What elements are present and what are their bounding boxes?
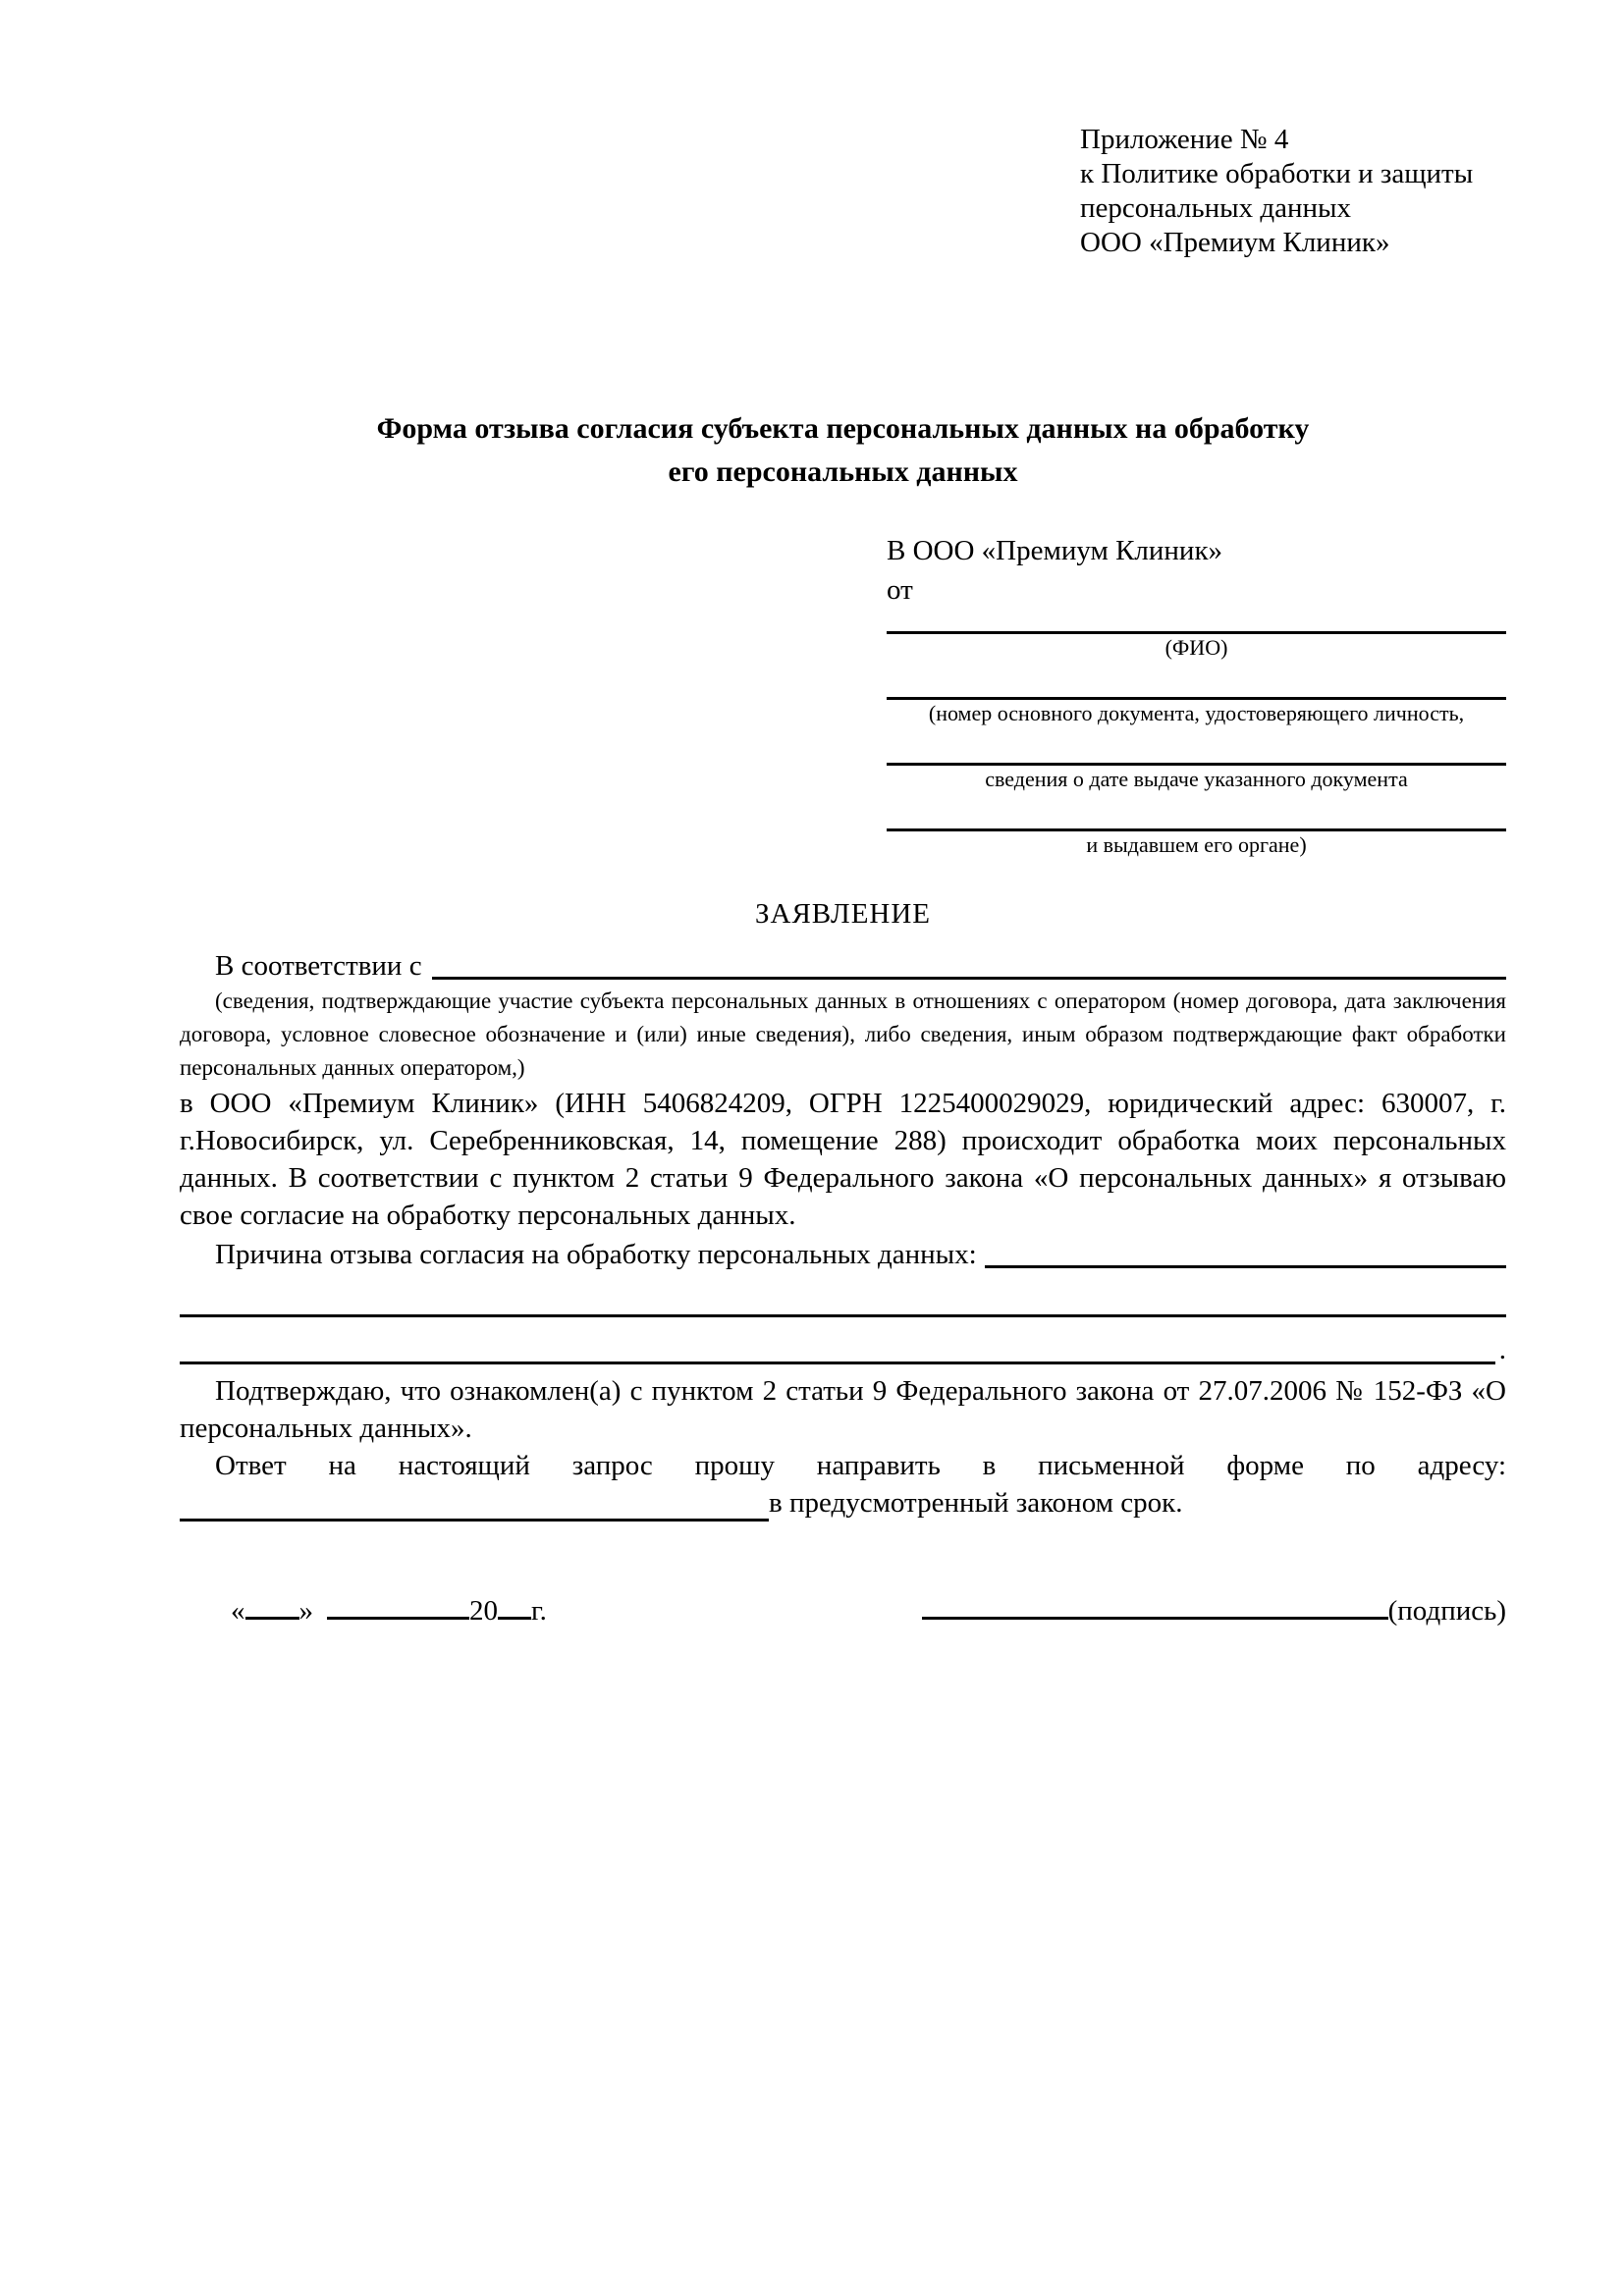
signature-field-line[interactable] — [922, 1593, 1388, 1620]
date-day-field-line[interactable] — [245, 1593, 299, 1620]
confirmation-paragraph: Подтверждаю, что ознакомлен(а) с пунктом 2 статьи 9 Федерального закона от 27.07.2006 № 152-ФЗ «О персональных данных». — [180, 1375, 1506, 1444]
date-year-prefix: 20 — [469, 1595, 498, 1627]
reply-address-field-line[interactable] — [180, 1489, 769, 1522]
basis-field-line[interactable] — [432, 976, 1506, 980]
document-number-field-line[interactable] — [887, 681, 1506, 700]
date-year-field-line[interactable] — [498, 1593, 531, 1620]
document-number-field — [887, 681, 1506, 727]
document-title — [180, 407, 1506, 494]
reason-field-row-3 — [180, 1317, 1506, 1364]
reason-row — [180, 1236, 1506, 1273]
reply-address-row — [180, 1484, 1506, 1522]
issuing-authority-field — [887, 813, 1506, 859]
statement-body: в ООО «Премиум Клиник» (ИНН 5406824209, ОГРН 1225400029029, юридический адрес: 630007, г. г.Новосибирск, ул. Серебренниковская, 14, помещение 288) происходит обработка моих персональных данных. В соответствии с пунктом 2 статьи 9 Федерального закона «О персональных данных» я отзываю свое согласие на обработку персональных данных. — [180, 1088, 1506, 1231]
appendix-note-line: персональных данных — [1080, 192, 1352, 224]
reason-field-line-2[interactable] — [180, 1273, 1506, 1317]
appendix-note-line: Приложение № 4 — [1080, 124, 1289, 155]
fio-caption: (ФИО) — [1164, 635, 1228, 660]
fio-field-line[interactable] — [887, 615, 1506, 634]
statement-heading: ЗАЯВЛЕНИЕ — [754, 898, 932, 930]
date-month-field-line[interactable] — [327, 1593, 469, 1620]
in-accordance-label: В соответствии с — [215, 950, 422, 982]
date-quote-close: » — [298, 1595, 313, 1627]
document-title-line: его персональных данных — [668, 455, 1018, 488]
document-issue-date-field-line[interactable] — [887, 747, 1506, 766]
date-quote-open: « — [231, 1595, 245, 1627]
addressee-from-label: от — [887, 574, 913, 606]
date-year-suffix: г. — [531, 1595, 547, 1627]
date-field-group — [231, 1592, 547, 1629]
reason-label: Причина отзыва согласия на обработку персональных данных: — [215, 1239, 977, 1270]
issuing-authority-field-line[interactable] — [887, 813, 1506, 831]
reply-request-paragraph: Ответ на настоящий запрос прошу направить в письменной форме по адресу: — [215, 1450, 1506, 1481]
reply-request-tail: в предусмотренный законом срок. — [769, 1487, 1183, 1519]
footnote-text: (сведения, подтверждающие участие субъекта персональных данных в отношениях с оператором (номер договора, дата заключения договора, условное словесное обозначение и (или) иные сведения), либо сведения, иным образом подтверждающие факт обработки персональных данных оператором,) — [180, 988, 1506, 1080]
reason-field-line-3[interactable] — [180, 1361, 1495, 1364]
appendix-note-line: к Политике обработки и защиты — [1080, 158, 1474, 189]
signature-caption: (подпись) — [1387, 1595, 1506, 1627]
addressee-organization: В ООО «Премиум Клиник» — [887, 535, 1223, 566]
document-issue-date-caption: сведения о дате выдаче указанного документа — [985, 767, 1408, 791]
trailing-period: . — [1498, 1334, 1506, 1365]
in-accordance-row — [180, 947, 1506, 985]
document-content — [180, 123, 1506, 1629]
appendix-note-line: ООО «Премиум Клиник» — [1080, 227, 1390, 258]
fio-field — [887, 615, 1506, 662]
issuing-authority-caption: и выдавшем его органе) — [1086, 832, 1307, 857]
signature-field-group — [922, 1592, 1506, 1629]
reason-field-line[interactable] — [985, 1264, 1506, 1268]
date-signature-row — [180, 1592, 1506, 1629]
document-issue-date-field — [887, 747, 1506, 793]
document-title-line: Форма отзыва согласия субъекта персональных данных на обработку — [376, 412, 1310, 445]
document-number-caption: (номер основного документа, удостоверяющего личность, — [928, 701, 1465, 725]
addressee-block — [887, 531, 1506, 859]
appendix-note — [1080, 123, 1506, 260]
